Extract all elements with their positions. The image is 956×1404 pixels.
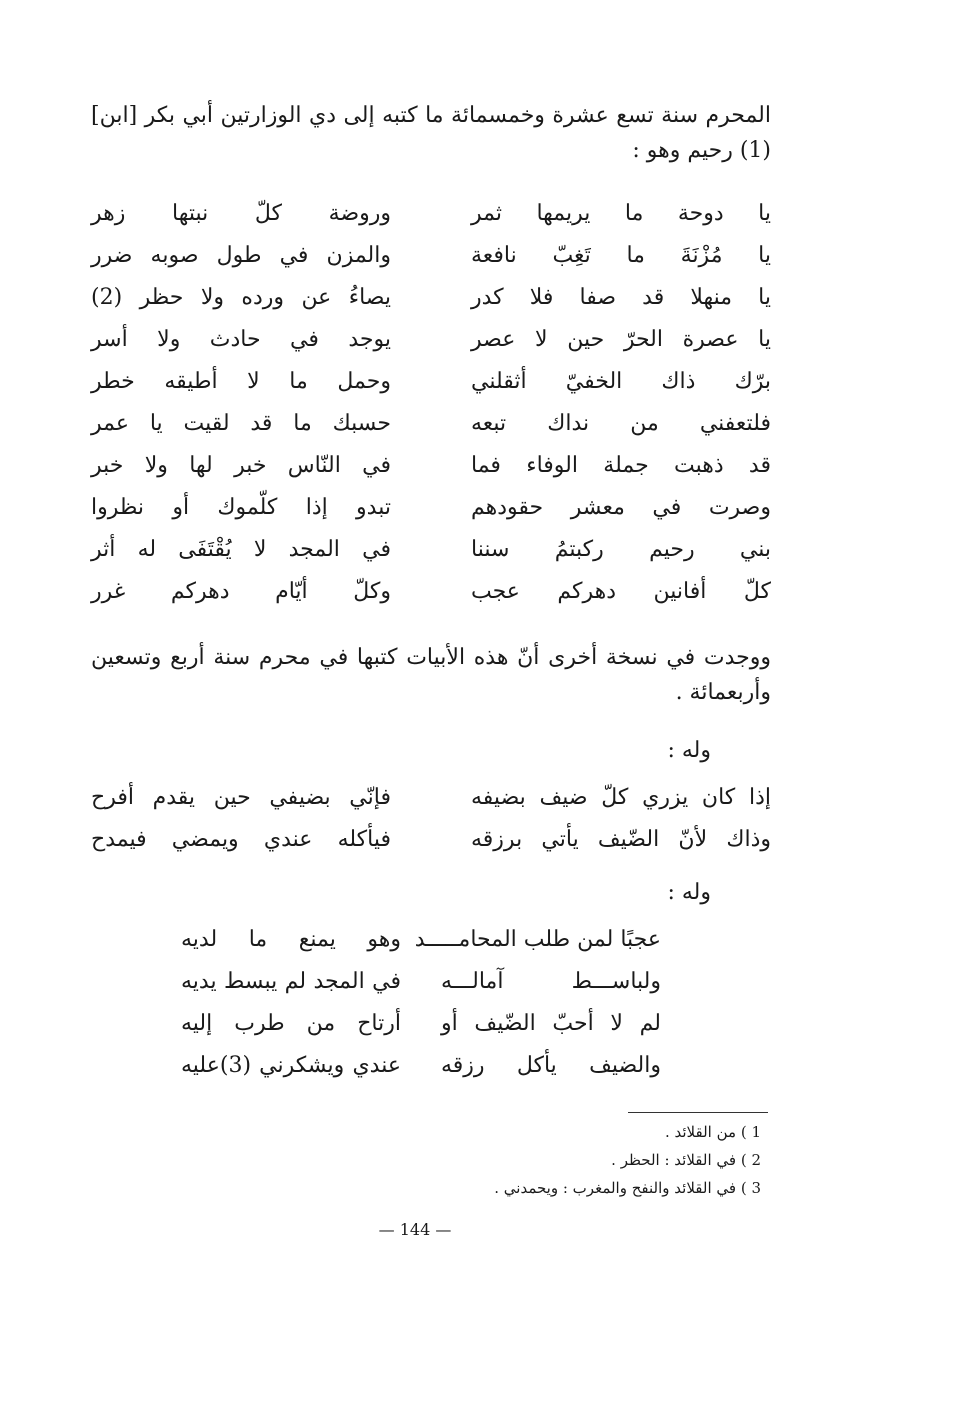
hemistich-left: أرتاح من طرب إليه [181, 1010, 401, 1036]
footnote-divider [628, 1112, 768, 1113]
hemistich-right: يا مُزْنَةَ ما تَغِبّ نافعة [471, 242, 771, 268]
hemistich-right: والضيف يأكل رزقه [441, 1052, 661, 1078]
hemistich-right: برّك ذاك الخفيّ أثقلني [471, 368, 771, 394]
hemistich-left: وكلّ أيّام دهركم غرر [91, 578, 391, 604]
verse [181, 918, 661, 960]
hemistich-left: في النّاس خبر لها ولا خبر [91, 452, 391, 478]
poem-1 [91, 192, 771, 612]
hemistich-right: ولباســـط آمالـــه [441, 968, 661, 994]
hemistich-left: والمزن في طول صوبه ضرر [91, 242, 391, 268]
verse [91, 486, 771, 528]
hemistich-right: يا منهلا قد صفا فلا كدر [471, 284, 771, 310]
hemistich-right: إذا كان يزري كلّ ضيف بضيفه [471, 784, 771, 810]
verse [181, 1044, 661, 1086]
hemistich-right: وصرت في معشر حقودهم [471, 494, 771, 520]
intro-paragraph: المحرم سنة تسع عشرة وخمسمائة ما كتبه إلى دي الوزارتين أبي بكر [ابن] (1) رحيم وهو : [91, 103, 771, 164]
verse [91, 776, 771, 818]
verse [181, 1002, 661, 1044]
poem-3 [181, 918, 661, 1086]
hemistich-left: يوجد في حادث ولا أسر [91, 326, 391, 352]
hemistich-right: كلّ أفانين دهركم عجب [471, 578, 771, 604]
footnote: 2 ) في القلائد : الحظر . [611, 1151, 761, 1169]
verse [181, 960, 661, 1002]
hemistich-right: قد ذهبت جملة الوفاء فما [471, 452, 771, 478]
footnotes [494, 1118, 761, 1202]
note-paragraph: ووجدت في نسخة أخرى أنّ هذه الأبيات كتبها في محرم سنة أربع وتسعين وأربعمائة . [91, 645, 771, 706]
verse [91, 192, 771, 234]
hemistich-left: وروضة كلّ نبتها زهر [91, 200, 391, 226]
verse [91, 444, 771, 486]
hemistich-right: بني رحيم ركبتمُ سننا [471, 536, 771, 562]
hemistich-left: يصاءُ عن ورده ولا حظر (2) [91, 284, 391, 310]
verse [91, 570, 771, 612]
verse [91, 318, 771, 360]
hemistich-left: حسبك ما قد لقيت يا عمر [91, 410, 391, 436]
hemistich-left: وهو يمنع ما لديه [181, 926, 401, 952]
hemistich-left: في المجد لم يبسط يديه [181, 968, 401, 994]
hemistich-right: عجبًا لمن طلب المحامـــــد [414, 926, 661, 952]
verse [91, 360, 771, 402]
hemistich-right: فلتعفني من نداك تبعه [471, 410, 771, 436]
hemistich-left: وحمل ما لا أطيقه خطر [91, 368, 391, 394]
footnote: 3 ) في القلائد والنفح والمغرب : ويحمدني . [494, 1179, 761, 1197]
verse [91, 402, 771, 444]
hemistich-left: في المجد لا يُقْتَفَى له أثر [91, 536, 391, 562]
poem-2 [91, 776, 771, 860]
hemistich-left: فيأكله عندي ويمضي فيمدح [91, 826, 391, 852]
wa-lahu-heading: وله : [667, 738, 711, 763]
hemistich-right: يا عصرة الحرّ حين لا عصر [471, 326, 771, 352]
page-number: — 144 — [378, 1220, 452, 1239]
hemistich-right: يا دوحة ما يريمها ثمر [471, 200, 771, 226]
footnote: 1 ) من القلائد . [664, 1123, 761, 1141]
verse [91, 276, 771, 318]
verse [91, 234, 771, 276]
hemistich-right: لم لا أحبّ الضّيف أو [441, 1010, 661, 1036]
hemistich-left: عندي ويشكرني (3)عليه [181, 1052, 401, 1078]
wa-lahu-heading: وله : [667, 880, 711, 905]
hemistich-left: تبدو إذا كلّموك أو نظروا [91, 494, 391, 520]
verse [91, 528, 771, 570]
hemistich-right: وذاك لأنّ الضّيف يأتي برزقه [471, 826, 771, 852]
verse [91, 818, 771, 860]
hemistich-left: فإنّي بضيفي حين يقدم أفرح [91, 784, 391, 810]
